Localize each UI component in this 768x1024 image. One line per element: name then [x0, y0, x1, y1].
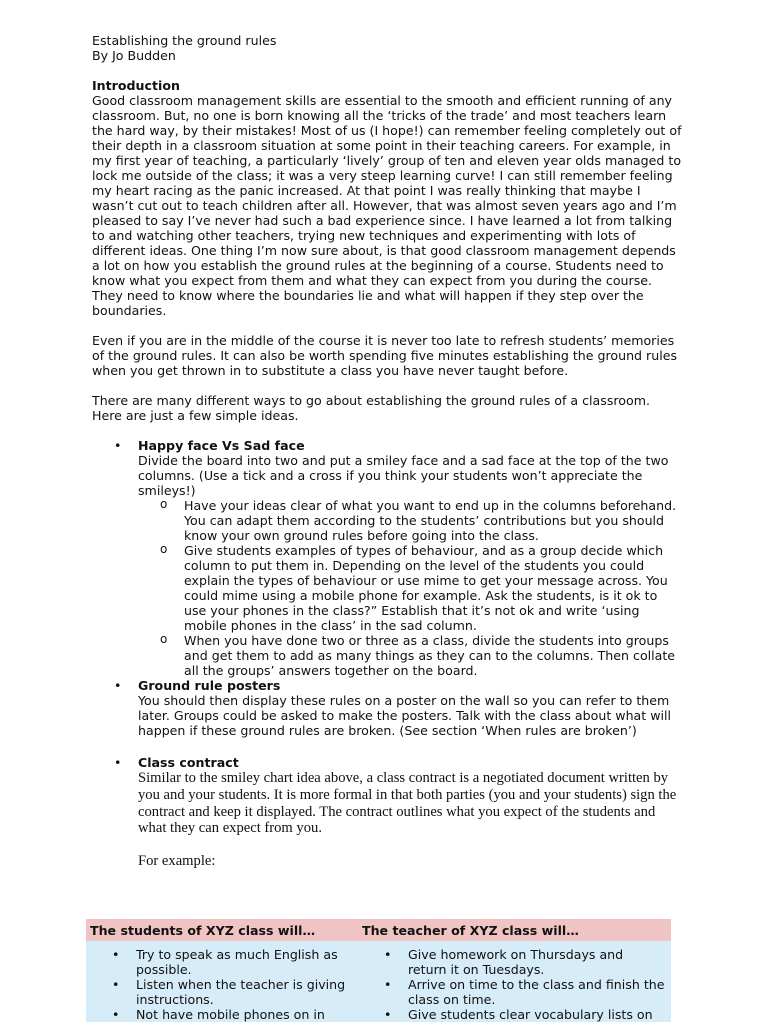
idea-item-happy-sad	[92, 438, 682, 678]
students-rule: • Try to speak as much English as possible.	[112, 947, 338, 977]
students-rule: • Not have mobile phones on in	[112, 1007, 325, 1022]
teacher-rule: • Give homework on Thursdays and return it on Tuesdays.	[384, 947, 624, 977]
bullet-icon: •	[384, 977, 392, 992]
intro-paragraph-2: Even if you are in the middle of the course it is never too late to refresh students’ memories of the ground rules. It can also be worth spending five minutes establishing the ground rules when you get thrown in to substitute a class you have never taught before.	[92, 333, 678, 378]
idea-body: Similar to the smiley chart idea above, a class contract is a negotiated document written by you and your students. It is more formal in that both parties (you and your students) sign the contract and keep it displayed. The contract outlines what you expect of the students and what they can expect from you.	[138, 770, 677, 837]
teacher-column	[358, 941, 671, 1022]
document-author: By Jo Budden	[92, 48, 176, 63]
subpoint-text: When you have done two or three as a class, divide the students into groups and get them to add as many things as they can to the columns. Then collate all the groups’ answers together on the board.	[184, 633, 676, 678]
example-label: For example:	[138, 853, 216, 870]
ideas-list	[92, 438, 682, 870]
students-column-header: The students of XYZ class will…	[86, 919, 358, 941]
students-rule: • Listen when the teacher is giving instructions.	[112, 977, 346, 1007]
bullet-icon: •	[112, 977, 120, 992]
sub-bullet-icon: o	[160, 497, 168, 511]
teacher-rule: • Give students clear vocabulary lists on	[384, 1007, 653, 1022]
idea-heading: Class contract	[138, 755, 239, 770]
subpoint-text: Have your ideas clear of what you want to end up in the columns beforehand. You can adapt them according to the students’ contributions but you should know your own ground rules before going into the class.	[184, 498, 677, 543]
subpoint-text: Give students examples of types of behaviour, and as a group decide which column to put them in. Depending on the level of the students you could explain the types of behaviour or use mime to get your message across. You could mime using a mobile phone for example. Ask the students, is it ok to use your phones in the class?” Establish that it’s not ok and write ‘using mobile phones in the class’ in the sad column.	[184, 543, 668, 633]
teacher-column-header: The teacher of XYZ class will…	[358, 919, 671, 941]
students-column	[86, 941, 358, 1022]
bullet-icon: •	[114, 678, 122, 693]
bullet-icon: •	[114, 755, 122, 770]
idea-item-posters	[92, 678, 682, 755]
subpoint-item	[138, 498, 682, 543]
idea-heading: Happy face Vs Sad face	[138, 438, 305, 453]
idea-body: You should then display these rules on a poster on the wall so you can refer to them later. Groups could be asked to make the posters. Talk with the class about what will happen if these ground rules are broken. (See section ‘When rules are broken’)	[138, 693, 671, 738]
idea-body: Divide the board into two and put a smiley face and a sad face at the top of the two columns. (Use a tick and a cross if you think your students won’t appreciate the smileys!)	[138, 453, 669, 498]
sub-bullet-icon: o	[160, 632, 168, 646]
bullet-icon: •	[112, 1007, 120, 1022]
intro-paragraph-3: There are many different ways to go about establishing the ground rules of a classroom. Here are just a few simple ideas.	[92, 393, 650, 423]
subpoint-item	[138, 543, 682, 633]
idea-subpoints	[138, 498, 682, 678]
document-title: Establishing the ground rules	[92, 33, 277, 48]
idea-item-contract	[92, 755, 682, 870]
sub-bullet-icon: o	[160, 542, 168, 556]
intro-heading: Introduction	[92, 78, 180, 93]
idea-heading: Ground rule posters	[138, 678, 281, 693]
document-body	[92, 33, 682, 870]
bullet-icon: •	[112, 947, 120, 962]
subpoint-item	[138, 633, 682, 678]
teacher-rule: • Arrive on time to the class and finish the class on time.	[384, 977, 665, 1007]
intro-paragraph-1: Good classroom management skills are essential to the smooth and efficient running of any classroom. But, no one is born knowing all the ‘tricks of the trade’ and most teachers learn the hard way, by their mistakes! Most of us (I hope!) can remember feeling completely out of their depth in a classroom situation at some point in their teaching careers. For example, in my first year of teaching, a particularly ‘lively’ group of ten and eleven year olds managed to lock me outside of the class; it was a very steep learning curve! I can still remember feeling my heart racing as the panic increased. At that point I was really thinking that maybe I wasn’t cut out to teach children after all. However, that was almost seven years ago and I’m pleased to say I’ve never had such a bad experience since. I have learned a lot from talking to and watching other teachers, trying new techniques and experimenting with lots of different ideas. One thing I’m now sure about, is that good classroom management depends a lot on how you establish the ground rules at the beginning of a course. Students need to know what you expect from them and what they can expect from you during the course. They need to know where the boundaries lie and what will happen if they step over the boundaries.	[92, 93, 682, 318]
contract-table	[86, 919, 671, 1022]
bullet-icon: •	[384, 947, 392, 962]
bullet-icon: •	[384, 1007, 392, 1022]
bullet-icon: •	[114, 438, 122, 453]
